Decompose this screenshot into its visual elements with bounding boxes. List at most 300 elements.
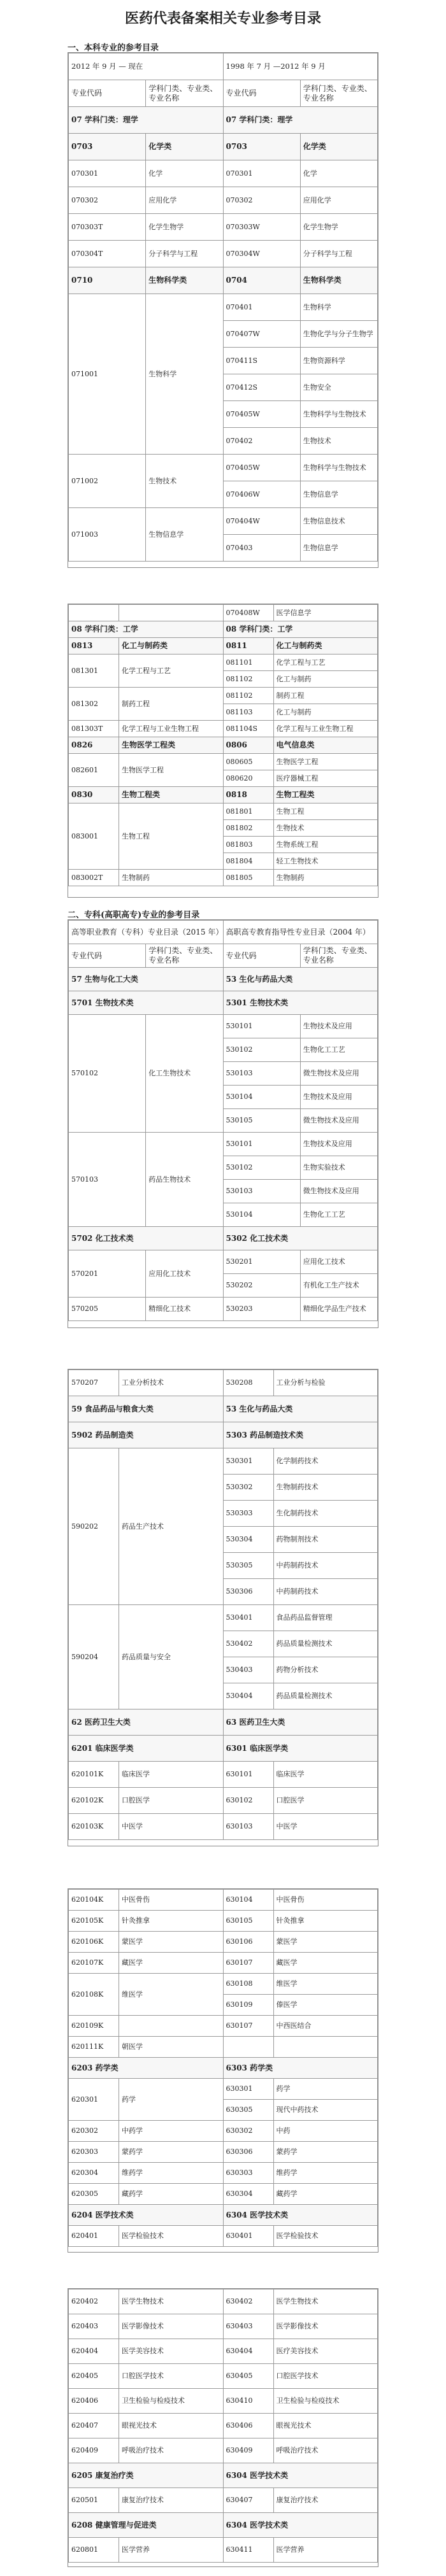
old-code-cell: 080620 (223, 770, 273, 787)
new-name-cell: 化学 (146, 160, 223, 187)
new-name-cell: 医学美容技术 (119, 2339, 224, 2364)
old-name-cell: 轻工生物技术 (273, 853, 378, 870)
old-code-cell: 630107 (223, 1953, 273, 1974)
catalog-table (68, 2289, 378, 2563)
table-row (69, 2414, 378, 2438)
old-code-cell: 070402 (223, 428, 300, 455)
old-name-cell: 学科门类、专业类、专业名称 (300, 944, 377, 968)
old-category-cell: 6304 医学技术类 (223, 2513, 378, 2538)
old-name-cell: 生物系统工程 (273, 837, 378, 853)
old-code-cell: 630101 (223, 1762, 273, 1788)
old-name-cell: 眼视光技术 (273, 2414, 378, 2438)
new-code-cell: 620305 (69, 2184, 119, 2205)
group-row (69, 2463, 378, 2488)
old-name-cell: 医学检验技术 (273, 2226, 378, 2247)
table-row (69, 2079, 378, 2100)
new-name-cell: 眼视光技术 (119, 2414, 224, 2438)
old-code-cell: 530103 (223, 1180, 300, 1203)
table-row (69, 2314, 378, 2339)
new-code-cell (69, 605, 119, 621)
old-name-cell: 生物制药技术 (273, 1475, 378, 1501)
new-category-cell: 6203 药学类 (69, 2058, 224, 2079)
old-code-cell: 630105 (223, 1911, 273, 1932)
old-code-cell: 070301 (223, 160, 300, 187)
new-code-cell: 570201 (69, 1250, 146, 1298)
catalog-table (68, 920, 378, 1321)
old-name-cell: 化工与制药 (273, 704, 378, 721)
new-name-cell: 生物工程 (119, 803, 224, 870)
table-row (69, 1974, 378, 1995)
old-name-cell: 医学信息学 (273, 605, 378, 621)
new-code-cell: 620102K (69, 1788, 119, 1814)
old-code-cell: 070407W (223, 321, 300, 348)
new-name-cell: 学科门类、专业类、专业名称 (146, 944, 223, 968)
table-row (69, 508, 378, 535)
old-code-cell: 081101 (223, 655, 273, 671)
old-name-cell: 蒙医学 (273, 1932, 378, 1953)
new-code-cell: 620403 (69, 2314, 119, 2339)
old-code-cell: 630407 (223, 2488, 273, 2513)
old-category-cell: 08 学科门类：工学 (223, 621, 378, 638)
old-name-cell: 现代中药技术 (273, 2100, 378, 2121)
new-code-cell: 专业代码 (69, 80, 146, 107)
group-row (69, 134, 378, 160)
old-code-cell: 630403 (223, 2314, 273, 2339)
old-code-cell: 530401 (223, 1605, 273, 1631)
table-row (69, 655, 378, 671)
old-category-cell: 6301 临床医学类 (223, 1736, 378, 1762)
group-row (69, 991, 378, 1015)
old-name-cell: 电气信息类 (273, 737, 378, 754)
new-name-cell: 药学 (119, 2079, 224, 2121)
old-name-cell: 医疗器械工程 (273, 770, 378, 787)
old-name-cell: 藏药学 (273, 2184, 378, 2205)
new-name-cell: 化学类 (146, 134, 223, 160)
new-code-cell: 620106K (69, 1932, 119, 1953)
new-name-cell: 生物科学 (146, 294, 223, 455)
new-name-cell: 医学营养 (119, 2538, 224, 2563)
new-code-cell: 620405 (69, 2364, 119, 2389)
old-name-cell: 傣医学 (273, 1995, 378, 2016)
group-row (69, 2058, 378, 2079)
old-name-cell: 中西医结合 (273, 2016, 378, 2037)
new-category-cell: 57 生物与化工大类 (69, 968, 224, 991)
new-name-cell: 工业分析技术 (119, 1370, 224, 1396)
undergraduate-table-part-1 (68, 52, 378, 568)
old-code-cell: 630410 (223, 2389, 273, 2414)
old-code-cell: 630306 (223, 2142, 273, 2163)
table-row (69, 455, 378, 481)
catalog-title-cell: 高职高专教育指导性专业目录（2004 年） (223, 921, 378, 944)
old-code-cell: 630107 (223, 2016, 273, 2037)
table-row (69, 1133, 378, 1156)
old-name-cell: 医学影像技术 (273, 2314, 378, 2339)
old-code-cell: 0818 (223, 787, 273, 803)
new-name-cell: 生物工程类 (119, 787, 224, 803)
new-name-cell: 生物制药 (119, 870, 224, 886)
new-code-cell: 620111K (69, 2037, 119, 2058)
old-code-cell: 081102 (223, 688, 273, 704)
new-code-cell: 0830 (69, 787, 119, 803)
new-name-cell: 卫生检验与检疫技术 (119, 2389, 224, 2414)
table-row (69, 721, 378, 737)
old-category-cell: 6304 医学技术类 (223, 2463, 378, 2488)
table-row (69, 1890, 378, 1911)
old-name-cell: 工业分析与检验 (273, 1370, 378, 1396)
new-name-cell: 医学生物技术 (119, 2289, 224, 2314)
old-name-cell: 药物制剂技术 (273, 1527, 378, 1553)
table-row (69, 688, 378, 704)
old-code-cell: 070304W (223, 241, 300, 267)
header-row (69, 944, 378, 968)
new-name-cell: 生物科学类 (146, 267, 223, 294)
header-row (69, 80, 378, 107)
old-name-cell: 生物科学类 (300, 267, 377, 294)
old-code-cell: 630106 (223, 1932, 273, 1953)
table-row (69, 1250, 378, 1274)
new-category-cell: 59 食品药品与粮食大类 (69, 1396, 224, 1422)
old-name-cell: 维药学 (273, 2163, 378, 2184)
old-code-cell: 081805 (223, 870, 273, 886)
table-row (69, 187, 378, 214)
old-code-cell: 070404W (223, 508, 300, 535)
old-name-cell: 藏医学 (273, 1953, 378, 1974)
old-code-cell: 530301 (223, 1448, 273, 1475)
old-name-cell: 分子科学与工程 (300, 241, 377, 267)
old-name-cell: 精细化学品生产技术 (300, 1298, 377, 1321)
new-code-cell: 071003 (69, 508, 146, 562)
catalog-table (68, 604, 378, 886)
catalog-table (68, 1369, 378, 1840)
old-code-cell: 070405W (223, 401, 300, 428)
new-name-cell: 应用化工技术 (146, 1250, 223, 1298)
new-name-cell: 化工生物技术 (146, 1015, 223, 1133)
new-name-cell: 学科门类、专业类、专业名称 (146, 80, 223, 107)
page-title: 医药代表备案相关专业参考目录 (124, 10, 321, 27)
old-code-cell: 630401 (223, 2226, 273, 2247)
group-row (69, 1396, 378, 1422)
new-category-cell: 08 学科门类：工学 (69, 621, 224, 638)
old-name-cell: 药物分析技术 (273, 1657, 378, 1683)
table-row (69, 214, 378, 241)
new-code-cell: 070302 (69, 187, 146, 214)
new-name-cell: 生物医学工程类 (119, 737, 224, 754)
table-row (69, 2538, 378, 2563)
old-code-cell: 530104 (223, 1203, 300, 1227)
old-name-cell: 口腔医学 (273, 1788, 378, 1814)
table-row (69, 2037, 378, 2058)
undergraduate-table-part-2 (68, 604, 378, 898)
table-row (69, 2121, 378, 2142)
old-code-cell: 630406 (223, 2414, 273, 2438)
table-row (69, 294, 378, 321)
old-code-cell: 530101 (223, 1015, 300, 1038)
old-code-cell: 530101 (223, 1133, 300, 1156)
new-code-cell: 620104K (69, 1890, 119, 1911)
new-name-cell: 药品生物技术 (146, 1133, 223, 1227)
old-code-cell (223, 2037, 273, 2058)
table-row (69, 1814, 378, 1840)
new-code-cell: 070301 (69, 160, 146, 187)
new-name-cell: 蒙医学 (119, 1932, 224, 1953)
old-code-cell: 630402 (223, 2289, 273, 2314)
old-name-cell: 中药制药技术 (273, 1553, 378, 1579)
old-code-cell: 081102 (223, 671, 273, 688)
table-row (69, 160, 378, 187)
new-code-cell: 620407 (69, 2414, 119, 2438)
new-name-cell: 应用化学 (146, 187, 223, 214)
old-category-cell: 07 学科门类：理学 (223, 107, 378, 134)
new-code-cell: 071002 (69, 455, 146, 508)
old-name-cell: 生物安全 (300, 374, 377, 401)
catalog-title-cell: 高等职业教育（专科）专业目录（2015 年） (69, 921, 224, 944)
old-code-cell: 630304 (223, 2184, 273, 2205)
old-name-cell: 口腔医学技术 (273, 2364, 378, 2389)
old-code-cell: 630103 (223, 1814, 273, 1840)
group-row (69, 968, 378, 991)
new-name-cell: 制药工程 (119, 688, 224, 721)
old-name-cell: 医疗美容技术 (273, 2339, 378, 2364)
new-code-cell: 070303T (69, 214, 146, 241)
old-code-cell: 081801 (223, 803, 273, 820)
old-name-cell: 生物技术及应用 (300, 1133, 377, 1156)
old-name-cell: 应用化学 (300, 187, 377, 214)
new-code-cell: 071001 (69, 294, 146, 455)
old-name-cell: 生物信息学 (300, 481, 377, 508)
new-name-cell: 医学检验技术 (119, 2226, 224, 2247)
table-row (69, 2389, 378, 2414)
table-row (69, 2226, 378, 2247)
old-code-cell: 530303 (223, 1501, 273, 1527)
old-code-cell: 630104 (223, 1890, 273, 1911)
new-name-cell: 化学工程与工艺 (119, 655, 224, 688)
new-name-cell: 分子科学与工程 (146, 241, 223, 267)
old-code-cell: 630302 (223, 2121, 273, 2142)
old-name-cell: 临床医学 (273, 1762, 378, 1788)
old-name-cell: 生物技术 (300, 428, 377, 455)
new-code-cell: 083002T (69, 870, 119, 886)
old-name-cell: 化学类 (300, 134, 377, 160)
group-row (69, 638, 378, 655)
new-code-cell: 620101K (69, 1762, 119, 1788)
old-name-cell: 生物化工工艺 (300, 1038, 377, 1062)
new-name-cell: 生物医学工程 (119, 754, 224, 787)
new-name-cell: 维药学 (119, 2163, 224, 2184)
old-name-cell: 蒙药学 (273, 2142, 378, 2163)
new-code-cell: 620801 (69, 2538, 119, 2563)
old-code-cell: 630305 (223, 2100, 273, 2121)
old-code-cell: 530105 (223, 1109, 300, 1133)
new-code-cell: 620402 (69, 2289, 119, 2314)
table-row (69, 2289, 378, 2314)
old-name-cell (273, 2037, 378, 2058)
new-code-cell: 590202 (69, 1448, 119, 1605)
old-code-cell: 070403 (223, 535, 300, 562)
old-name-cell: 化学 (300, 160, 377, 187)
old-name-cell: 生物科学 (300, 294, 377, 321)
old-name-cell: 药品质量检测技术 (273, 1631, 378, 1657)
table-row (69, 1605, 378, 1631)
new-code-cell: 081301 (69, 655, 119, 688)
old-code-cell: 530201 (223, 1250, 300, 1274)
old-code-cell: 630301 (223, 2079, 273, 2100)
new-code-cell: 620303 (69, 2142, 119, 2163)
table-row (69, 1370, 378, 1396)
old-name-cell: 医学生物技术 (273, 2289, 378, 2314)
old-code-cell: 080605 (223, 754, 273, 770)
old-code-cell: 630108 (223, 1974, 273, 1995)
old-name-cell: 化学制药技术 (273, 1448, 378, 1475)
old-category-cell: 53 生化与药品大类 (223, 968, 378, 991)
new-category-cell: 5701 生物技术类 (69, 991, 224, 1015)
new-code-cell: 620304 (69, 2163, 119, 2184)
old-name-cell: 生物医学工程 (273, 754, 378, 770)
new-category-cell: 62 医药卫生大类 (69, 1709, 224, 1736)
old-category-cell: 5301 生物技术类 (223, 991, 378, 1015)
old-category-cell: 6303 药学类 (223, 2058, 378, 2079)
table-row (69, 2339, 378, 2364)
group-row (69, 1422, 378, 1448)
table-row (69, 1015, 378, 1038)
catalog-table (68, 53, 378, 562)
old-code-cell: 0811 (223, 638, 273, 655)
old-name-cell: 食品药品监督管理 (273, 1605, 378, 1631)
new-name-cell: 化学生物学 (146, 214, 223, 241)
new-code-cell: 专业代码 (69, 944, 146, 968)
new-name-cell: 生物信息学 (146, 508, 223, 562)
table-row (69, 1932, 378, 1953)
old-code-cell: 630109 (223, 1995, 273, 2016)
new-code-cell: 620105K (69, 1911, 119, 1932)
old-code-cell: 专业代码 (223, 944, 300, 968)
old-name-cell: 生物资源科学 (300, 348, 377, 374)
new-category-cell: 6201 临床医学类 (69, 1736, 224, 1762)
table-row (69, 2438, 378, 2463)
new-code-cell: 081303T (69, 721, 119, 737)
old-code-cell: 070302 (223, 187, 300, 214)
old-code-cell: 081103 (223, 704, 273, 721)
old-category-cell: 63 医药卫生大类 (223, 1709, 378, 1736)
old-category-cell: 5302 化工技术类 (223, 1227, 378, 1250)
vocational-table-part-3 (68, 1888, 378, 2253)
old-name-cell: 化学生物学 (300, 214, 377, 241)
old-name-cell: 有机化工生产技术 (300, 1274, 377, 1298)
old-name-cell: 生物技术及应用 (300, 1015, 377, 1038)
old-name-cell: 中医骨伤 (273, 1890, 378, 1911)
group-row (69, 2205, 378, 2226)
new-name-cell: 口腔医学技术 (119, 2364, 224, 2389)
new-code-cell: 590204 (69, 1605, 119, 1709)
old-name-cell: 生物技术 (273, 820, 378, 837)
new-code-cell: 620401 (69, 2226, 119, 2247)
old-code-cell: 630405 (223, 2364, 273, 2389)
group-row (69, 621, 378, 638)
old-code-cell: 530404 (223, 1683, 273, 1709)
old-code-cell: 530102 (223, 1156, 300, 1180)
old-name-cell: 生物化工工艺 (300, 1203, 377, 1227)
period-current: 2012 年 9 月 — 现在 (69, 53, 224, 80)
old-code-cell: 070412S (223, 374, 300, 401)
old-name-cell: 药学 (273, 2079, 378, 2100)
old-name-cell: 生物工程 (273, 803, 378, 820)
old-code-cell: 530103 (223, 1062, 300, 1086)
new-name-cell: 药品质量与安全 (119, 1605, 224, 1709)
group-row (69, 1709, 378, 1736)
new-name-cell (119, 2016, 224, 2037)
old-code-cell: 630102 (223, 1788, 273, 1814)
old-code-cell: 630404 (223, 2339, 273, 2364)
old-code-cell: 081804 (223, 853, 273, 870)
old-code-cell: 0703 (223, 134, 300, 160)
new-code-cell: 620108K (69, 1974, 119, 2016)
new-code-cell: 070304T (69, 241, 146, 267)
old-code-cell: 070408W (223, 605, 273, 621)
old-code-cell: 630303 (223, 2163, 273, 2184)
table-row (69, 754, 378, 770)
new-code-cell: 570205 (69, 1298, 146, 1321)
old-name-cell: 微生物技术及应用 (300, 1109, 377, 1133)
group-row (69, 1736, 378, 1762)
header-row (69, 921, 378, 944)
old-code-cell: 070406W (223, 481, 300, 508)
vocational-table-part-2 (68, 1369, 378, 1846)
old-name-cell: 化学工程与工艺 (273, 655, 378, 671)
vocational-table-part-4 (68, 2288, 378, 2567)
old-name-cell: 生物制药 (273, 870, 378, 886)
new-category-cell: 5902 药品制造类 (69, 1422, 224, 1448)
old-code-cell: 530202 (223, 1274, 300, 1298)
old-code-cell: 530208 (223, 1370, 273, 1396)
new-name-cell: 生物技术 (146, 455, 223, 508)
old-code-cell: 081104S (223, 721, 273, 737)
old-name-cell: 药品质量检测技术 (273, 1683, 378, 1709)
old-name-cell: 生物信息学 (300, 535, 377, 562)
old-name-cell: 康复治疗技术 (273, 2488, 378, 2513)
old-code-cell: 070411S (223, 348, 300, 374)
new-name-cell: 化学工程与工业生物工程 (119, 721, 224, 737)
old-name-cell: 应用化工技术 (300, 1250, 377, 1274)
old-name-cell: 化工与制药 (273, 671, 378, 688)
new-category-cell: 5702 化工技术类 (69, 1227, 224, 1250)
table-row (69, 53, 378, 80)
old-code-cell: 530306 (223, 1579, 273, 1605)
new-name-cell: 药品生产技术 (119, 1448, 224, 1605)
table-row (69, 2016, 378, 2037)
group-row (69, 737, 378, 754)
old-name-cell: 维医学 (273, 1974, 378, 1995)
group-row (69, 107, 378, 134)
new-code-cell: 620409 (69, 2438, 119, 2463)
new-category-cell: 6205 康复治疗类 (69, 2463, 224, 2488)
old-code-cell: 081803 (223, 837, 273, 853)
old-name-cell: 医学营养 (273, 2538, 378, 2563)
old-name-cell: 中药 (273, 2121, 378, 2142)
table-row (69, 803, 378, 820)
old-code-cell: 530104 (223, 1086, 300, 1109)
new-name-cell: 中医骨伤 (119, 1890, 224, 1911)
new-code-cell: 083001 (69, 803, 119, 870)
old-code-cell: 0704 (223, 267, 300, 294)
table-row (69, 2488, 378, 2513)
old-name-cell: 微生物技术及应用 (300, 1180, 377, 1203)
new-name-cell: 呼吸治疗技术 (119, 2438, 224, 2463)
new-code-cell: 081302 (69, 688, 119, 721)
new-code-cell: 620404 (69, 2339, 119, 2364)
group-row (69, 267, 378, 294)
new-name-cell: 临床医学 (119, 1762, 224, 1788)
group-row (69, 787, 378, 803)
table-row (69, 1953, 378, 1974)
